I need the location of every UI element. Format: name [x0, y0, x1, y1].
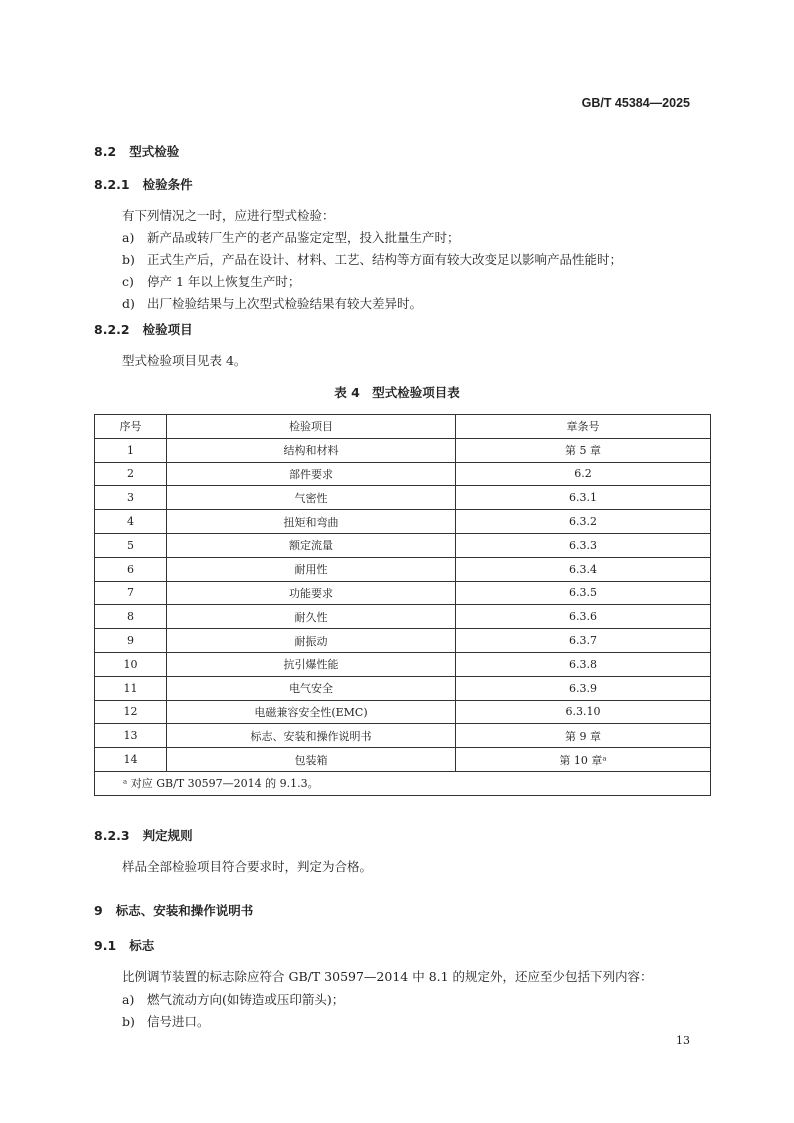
cell-item: 耐振动	[167, 629, 456, 653]
table-row	[95, 629, 711, 653]
list-marker: c)	[122, 274, 134, 289]
section-title: 型式检验	[129, 144, 180, 159]
cell-number: 7	[95, 581, 167, 605]
table-row	[95, 438, 711, 462]
cell-clause: 6.3.1	[456, 486, 711, 510]
paragraph: 样品全部检验项目符合要求时，判定为合格。	[122, 859, 373, 874]
list-text: 正式生产后，产品在设计、材料、工艺、结构等方面有较大改变足以影响产品性能时；	[147, 252, 623, 267]
section-number: 8.2.3	[94, 828, 130, 843]
list-item	[122, 294, 422, 312]
cell-item: 电气安全	[167, 676, 456, 700]
cell-number: 3	[95, 486, 167, 510]
cell-clause: 6.3.5	[456, 581, 711, 605]
table-row	[95, 462, 711, 486]
cell-clause: 6.3.3	[456, 533, 711, 557]
list-marker: b)	[122, 1014, 135, 1029]
list-item	[122, 272, 300, 290]
table-row	[95, 748, 711, 772]
list-text: 信号进口。	[147, 1014, 210, 1029]
cell-clause: 6.3.8	[456, 652, 711, 676]
cell-clause: 6.3.4	[456, 557, 711, 581]
cell-item: 功能要求	[167, 581, 456, 605]
cell-item: 气密性	[167, 486, 456, 510]
list-marker: a)	[122, 230, 135, 245]
cell-item: 额定流量	[167, 533, 456, 557]
cell-number: 1	[95, 438, 167, 462]
cell-clause: 6.3.7	[456, 629, 711, 653]
cell-clause: 6.3.9	[456, 676, 711, 700]
cell-clause: 6.3.10	[456, 700, 711, 724]
list-item	[122, 250, 622, 268]
list-text: 出厂检验结果与上次型式检验结果有较大差异时。	[147, 296, 423, 311]
cell-number: 6	[95, 557, 167, 581]
paragraph: 比例调节装置的标志除应符合 GB/T 30597—2014 中 8.1 的规定外，还应至少包括下列内容：	[122, 969, 653, 984]
table-row	[95, 676, 711, 700]
cell-clause: 6.3.2	[456, 510, 711, 534]
section-9-heading	[94, 901, 253, 919]
section-number: 8.2	[94, 144, 117, 159]
cell-item: 耐久性	[167, 605, 456, 629]
cell-item: 部件要求	[167, 462, 456, 486]
section-number: 9.1	[94, 938, 117, 953]
list-marker: d)	[122, 296, 135, 311]
table-row	[95, 700, 711, 724]
cell-number: 8	[95, 605, 167, 629]
cell-number: 11	[95, 676, 167, 700]
table-row	[95, 557, 711, 581]
table-caption: 表 4 型式检验项目表	[334, 385, 460, 400]
cell-item: 抗引爆性能	[167, 652, 456, 676]
section-number: 8.2.2	[94, 322, 130, 337]
cell-number: 13	[95, 724, 167, 748]
table-row	[95, 724, 711, 748]
section-title: 标志、安装和操作说明书	[115, 903, 254, 918]
table-row	[95, 605, 711, 629]
list-text: 燃气流动方向(如铸造或压印箭头)；	[147, 992, 345, 1007]
list-item	[122, 228, 460, 246]
table-footnote-row	[95, 771, 711, 795]
paragraph: 型式检验项目见表 4。	[122, 353, 247, 368]
section-8-2-3-heading	[94, 826, 193, 844]
list-text: 新产品或转厂生产的老产品鉴定定型，投入批量生产时；	[147, 230, 460, 245]
table-row	[95, 486, 711, 510]
section-number: 8.2.1	[94, 177, 130, 192]
list-text: 停产 1 年以上恢复生产时；	[147, 274, 301, 289]
cell-number: 9	[95, 629, 167, 653]
section-title: 标志	[129, 938, 155, 953]
cell-clause: 第 5 章	[456, 438, 711, 462]
standard-code: GB/T 45384—2025	[581, 96, 690, 110]
section-title: 判定规则	[142, 828, 193, 843]
cell-item: 标志、安装和操作说明书	[167, 724, 456, 748]
list-item	[122, 1012, 210, 1030]
section-8-2-heading	[94, 142, 179, 160]
cell-clause: 6.3.6	[456, 605, 711, 629]
cell-clause: 6.2	[456, 462, 711, 486]
paragraph: 有下列情况之一时，应进行型式检验：	[122, 208, 335, 223]
cell-number: 5	[95, 533, 167, 557]
section-8-2-1-heading	[94, 175, 193, 193]
section-8-2-2-heading	[94, 320, 193, 338]
section-number: 9	[94, 903, 103, 918]
cell-item: 耐用性	[167, 557, 456, 581]
table-row	[95, 581, 711, 605]
table-header-row	[95, 415, 711, 439]
table-footnote: ᵃ 对应 GB/T 30597—2014 的 9.1.3。	[95, 771, 711, 795]
section-9-1-heading	[94, 936, 154, 954]
cell-item: 电磁兼容安全性(EMC)	[167, 700, 456, 724]
list-marker: b)	[122, 252, 135, 267]
cell-number: 10	[95, 652, 167, 676]
cell-item: 扭矩和弯曲	[167, 510, 456, 534]
cell-number: 12	[95, 700, 167, 724]
list-item	[122, 990, 344, 1008]
section-title: 检验条件	[142, 177, 193, 192]
table-row	[95, 510, 711, 534]
cell-item: 结构和材料	[167, 438, 456, 462]
inspection-items-table	[94, 414, 711, 796]
cell-number: 14	[95, 748, 167, 772]
cell-number: 2	[95, 462, 167, 486]
column-header-number: 序号	[95, 415, 167, 439]
column-header-item: 检验项目	[167, 415, 456, 439]
cell-number: 4	[95, 510, 167, 534]
cell-item: 包装箱	[167, 748, 456, 772]
column-header-clause: 章条号	[456, 415, 711, 439]
table-row	[95, 652, 711, 676]
cell-clause: 第 9 章	[456, 724, 711, 748]
list-marker: a)	[122, 992, 135, 1007]
cell-clause: 第 10 章ᵃ	[456, 748, 711, 772]
table-row	[95, 533, 711, 557]
page-number: 13	[676, 1034, 690, 1047]
section-title: 检验项目	[142, 322, 193, 337]
